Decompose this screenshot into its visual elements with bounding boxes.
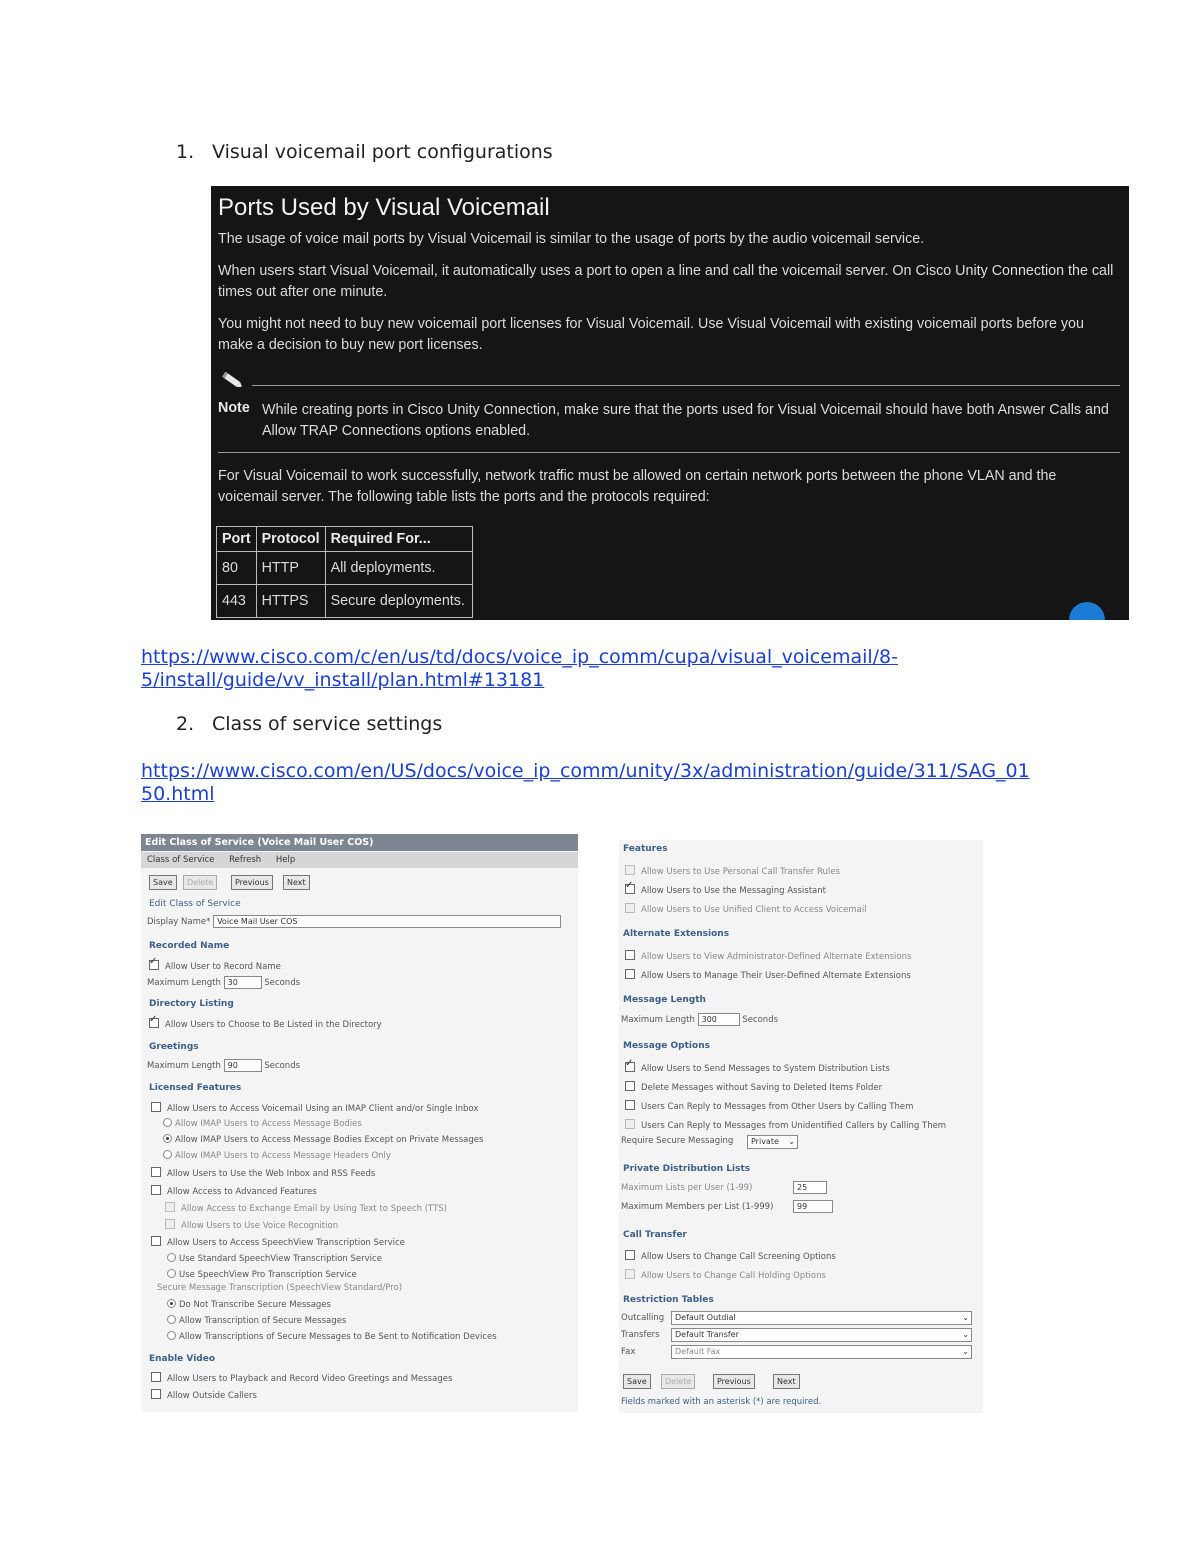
cell-port: 443 [217,585,257,618]
pdl-max-members-input[interactable]: 99 [793,1200,833,1213]
checkbox[interactable] [625,884,635,894]
field-label: Maximum Length [147,1061,221,1071]
chevron-down-icon: ⌄ [962,1347,969,1356]
radio[interactable] [167,1331,176,1340]
web-inbox-row [151,1167,375,1179]
col-header-required: Required For... [325,527,472,552]
radio-label: Use SpeechView Pro Transcription Service [179,1270,357,1280]
select-value: Private [751,1137,779,1146]
unit-label: Seconds [742,1015,779,1025]
msg-length-heading: Message Length [623,995,706,1005]
msg-max-input[interactable]: 300 [698,1013,740,1026]
checkbox-label: Allow Users to Change Call Holding Options [641,1271,826,1281]
checkbox[interactable] [151,1372,161,1382]
recorded-max-length-row [147,976,300,989]
advanced-row [151,1185,317,1197]
fax-label: Fax [621,1347,636,1357]
previous-button[interactable]: Previous [231,875,273,890]
next-button[interactable]: Next [773,1374,800,1389]
checkbox-label: Allow Access to Advanced Features [167,1187,317,1197]
radio-label: Allow IMAP Users to Access Message Headers Only [175,1151,391,1161]
recorded-max-length-input[interactable]: 30 [224,976,262,989]
checkbox[interactable] [625,1062,635,1072]
link-line[interactable]: https://www.cisco.com/en/US/docs/voice_ip_comm/unity/3x/administration/guide/311/SAG_01 [141,760,1030,782]
imap-opt2-row [163,1134,483,1145]
msg-options-heading: Message Options [623,1041,710,1051]
checkbox-label: Allow Users to Send Messages to System Distribution Lists [641,1064,890,1074]
pdl-heading: Private Distribution Lists [623,1164,751,1174]
checkbox[interactable] [151,1102,161,1112]
chevron-down-icon: ⌄ [962,1313,969,1322]
cell-port: 80 [217,552,257,585]
table-row [217,585,473,618]
checkbox-label: Allow Users to Access SpeechView Transcription Service [167,1238,405,1248]
select-value: Default Outdial [675,1313,736,1322]
imap-row [151,1102,478,1114]
checkbox[interactable] [625,1250,635,1260]
radio[interactable] [167,1253,176,1262]
section-1-heading [176,141,553,163]
transfers-select[interactable] [671,1328,972,1342]
unit-label: Seconds [264,978,301,988]
allow-directory-row [149,1018,382,1030]
checkbox-label: Allow Users to View Administrator-Defined Alternate Extensions [641,952,912,962]
imap-opt1-row [163,1118,362,1129]
m4-row [625,1119,946,1131]
checkbox-label: Allow Users to Manage Their User-Defined Alternate Extensions [641,971,911,981]
checkbox[interactable] [165,1219,175,1229]
checkbox[interactable] [625,1081,635,1091]
st-opt2-row [167,1315,346,1326]
video2-row [151,1389,257,1401]
menu-bar [141,852,578,868]
checkbox[interactable] [151,1236,161,1246]
link-line[interactable]: 5/install/guide/vv_install/plan.html#13181 [141,669,545,691]
pencil-note-icon [219,370,245,390]
ports-table-header [217,527,473,552]
field-label: Require Secure Messaging [621,1136,734,1146]
section-2-heading [176,713,442,735]
table-row [217,552,473,585]
ct1-row [625,1250,836,1262]
secure-transcription-label [157,1283,402,1293]
greeting-max-length-row [147,1059,300,1072]
link-line[interactable]: 50.html [141,783,215,805]
radio-label: Allow IMAP Users to Access Message Bodies Except on Private Messages [175,1135,484,1145]
col-header-protocol: Protocol [256,527,325,552]
checkbox-label: Users Can Reply to Messages from Other Users by Calling Them [641,1102,914,1112]
section-2-title: Class of service settings [212,713,443,735]
select-value: Default Fax [675,1347,721,1356]
edit-heading: Edit Class of Service [149,899,241,909]
checkbox[interactable] [151,1185,161,1195]
checkbox-label: Allow Users to Use the Web Inbox and RSS Feeds [167,1169,376,1179]
checkbox-label: Allow Users to Use Voice Recognition [181,1221,339,1231]
video1-row [151,1372,452,1384]
panel-para-3: You might not need to buy new voicemail port licenses for Visual Voicemail. Use Visual Voicemail with existing voicemail ports before you make a decision to buy new port licenses. [218,316,1084,353]
sv-pro-row [167,1269,357,1280]
link-visual-voicemail-guide[interactable] [141,646,898,692]
call-transfer-heading: Call Transfer [623,1230,687,1240]
checkbox[interactable] [149,1018,159,1028]
features-heading: Features [623,844,668,854]
display-name-input[interactable]: Voice Mail User COS [213,915,561,928]
checkbox[interactable] [625,1119,635,1129]
msg-max-row [621,1013,778,1026]
imap-opt3-row [163,1150,391,1161]
visual-voicemail-ports-panel [211,186,1129,620]
cell-protocol: HTTP [256,552,325,585]
link-line[interactable]: https://www.cisco.com/c/en/us/td/docs/voice_ip_comm/cupa/visual_voicemail/8- [141,646,898,668]
section-1-number: 1. [176,141,195,163]
enable-video-heading: Enable Video [149,1354,216,1364]
f1-row [625,865,840,877]
pdl-max-lists-input[interactable]: 25 [793,1181,827,1194]
note-bottom-rule [218,452,1120,453]
display-name-row [147,915,561,928]
feedback-button[interactable] [1069,602,1105,620]
radio-label: Use Standard SpeechView Transcription Service [179,1254,382,1264]
checkbox-label: Delete Messages without Saving to Deleted Items Folder [641,1083,883,1093]
checkbox[interactable] [625,1100,635,1110]
field-label: Maximum Members per List (1-999) [621,1202,774,1212]
cos-screenshot-right [619,840,983,1413]
required-footnote: Fields marked with an asterisk (*) are required. [621,1397,822,1407]
a2-row [625,969,911,981]
checkbox-label: Allow Users to Use the Messaging Assistant [641,886,826,896]
checkbox[interactable] [165,1202,175,1212]
pdl-members-row [621,1202,773,1212]
alt-ext-heading: Alternate Extensions [623,929,730,939]
chevron-down-icon: ⌄ [962,1330,969,1339]
display-name-label: Display Name* [147,917,211,927]
radio-label: Allow Transcription of Secure Messages [179,1316,347,1326]
section-1-title: Visual voicemail port configurations [212,141,553,163]
checkbox-label: Allow Outside Callers [167,1391,257,1401]
note-text: While creating ports in Cisco Unity Connection, make sure that the ports used for Visual Voicemail should have both Answer Calls and Allow TRAP Connections options enabled. [262,402,1109,439]
radio-label: Allow IMAP Users to Access Message Bodies [175,1119,362,1129]
subheading: Secure Message Transcription (SpeechView Standard/Pro) [157,1283,403,1293]
pdl-lists-row [621,1183,752,1193]
checkbox-label: Allow Users to Use Personal Call Transfer Rules [641,867,840,877]
f2-row [625,884,826,896]
panel-title: Ports Used by Visual Voicemail [218,194,550,221]
window-title: Edit Class of Service (Voice Mail User COS) [141,834,578,851]
licensed-features-heading: Licensed Features [149,1083,242,1093]
previous-button[interactable]: Previous [713,1374,755,1389]
checkbox[interactable] [625,865,635,875]
m2-row [625,1081,882,1093]
field-label: Maximum Length [621,1015,695,1025]
cell-required: Secure deployments. [325,585,472,618]
checkbox[interactable] [625,903,635,913]
chevron-down-icon: ⌄ [788,1137,795,1146]
radio[interactable] [163,1118,172,1127]
checkbox[interactable] [151,1389,161,1399]
checkbox[interactable] [625,1269,635,1279]
section-2-number: 2. [176,713,195,735]
transfers-label: Transfers [621,1330,660,1340]
panel-para-4: For Visual Voicemail to work successfully, network traffic must be allowed on certain network ports between the phone VLAN and the voicemail server. The following table lists the ports and the protocols required: [218,468,1057,505]
speechview-row [151,1236,405,1248]
next-button[interactable]: Next [283,875,310,890]
voice-recog-row [165,1219,338,1231]
panel-para-1: The usage of voice mail ports by Visual Voicemail is similar to the usage of ports by the audio voicemail service. [218,231,925,247]
tts-row [165,1202,447,1214]
radio[interactable] [167,1299,176,1308]
m3-row [625,1100,913,1112]
save-button[interactable]: Save [149,875,177,890]
cos-screenshot-left [141,834,578,1412]
checkbox[interactable] [149,960,159,970]
cell-protocol: HTTPS [256,585,325,618]
menu-class-of-service[interactable]: Class of Service [147,855,215,865]
st-opt3-row [167,1331,497,1342]
menu-refresh[interactable]: Refresh [229,855,262,865]
secure-messaging-select[interactable] [747,1135,798,1149]
sv-std-row [167,1253,382,1264]
checkbox-label: Allow User to Record Name [165,962,281,972]
save-button[interactable]: Save [623,1374,651,1389]
field-label: Maximum Length [147,978,221,988]
delete-button[interactable]: Delete [183,875,217,890]
checkbox-label: Allow Users to Access Voicemail Using an IMAP Client and/or Single Inbox [167,1104,479,1114]
unit-label: Seconds [264,1061,301,1071]
checkbox-label: Allow Users to Choose to Be Listed in the Directory [165,1020,382,1030]
checkbox-label: Allow Users to Change Call Screening Options [641,1252,836,1262]
f3-row [625,903,867,915]
greetings-heading: Greetings [149,1042,199,1052]
checkbox-label: Allow Users to Use Unified Client to Access Voicemail [641,905,867,915]
link-unity-admin-guide[interactable] [141,760,1030,806]
panel-para-2: When users start Visual Voicemail, it automatically uses a port to open a line and call the voicemail server. On Cisco Unity Connection the call times out after one minute. [218,263,1114,300]
radio[interactable] [163,1134,172,1143]
outcalling-select[interactable] [671,1311,972,1325]
fax-select[interactable] [671,1345,972,1359]
checkbox[interactable] [625,969,635,979]
radio[interactable] [167,1269,176,1278]
checkbox-label: Allow Access to Exchange Email by Using Text to Speech (TTS) [181,1204,447,1214]
a1-row [625,950,911,962]
allow-record-name-row [149,960,281,972]
m1-row [625,1062,890,1074]
checkbox-label: Allow Users to Playback and Record Video Greetings and Messages [167,1374,453,1384]
directory-listing-heading: Directory Listing [149,999,234,1009]
recorded-name-heading: Recorded Name [149,941,230,951]
ct2-row [625,1269,826,1281]
checkbox[interactable] [625,950,635,960]
cell-required: All deployments. [325,552,472,585]
checkbox[interactable] [151,1167,161,1177]
radio[interactable] [163,1150,172,1159]
secure-row [621,1136,733,1146]
checkbox-label: Users Can Reply to Messages from Unidentified Callers by Calling Them [641,1121,947,1131]
st-opt1-row [167,1299,331,1310]
outcalling-label: Outcalling [621,1313,665,1323]
note-top-rule [252,385,1120,386]
restriction-heading: Restriction Tables [623,1295,714,1305]
ports-table [216,526,473,618]
select-value: Default Transfer [675,1330,739,1339]
radio-label: Allow Transcriptions of Secure Messages to Be Sent to Notification Devices [179,1332,497,1342]
delete-button[interactable]: Delete [661,1374,695,1389]
radio[interactable] [167,1315,176,1324]
field-label: Maximum Lists per User (1-99) [621,1183,753,1193]
greeting-max-length-input[interactable]: 90 [224,1059,262,1072]
menu-help[interactable]: Help [275,855,296,865]
note-label: Note [218,400,250,416]
col-header-port: Port [217,527,257,552]
radio-label: Do Not Transcribe Secure Messages [179,1300,331,1310]
